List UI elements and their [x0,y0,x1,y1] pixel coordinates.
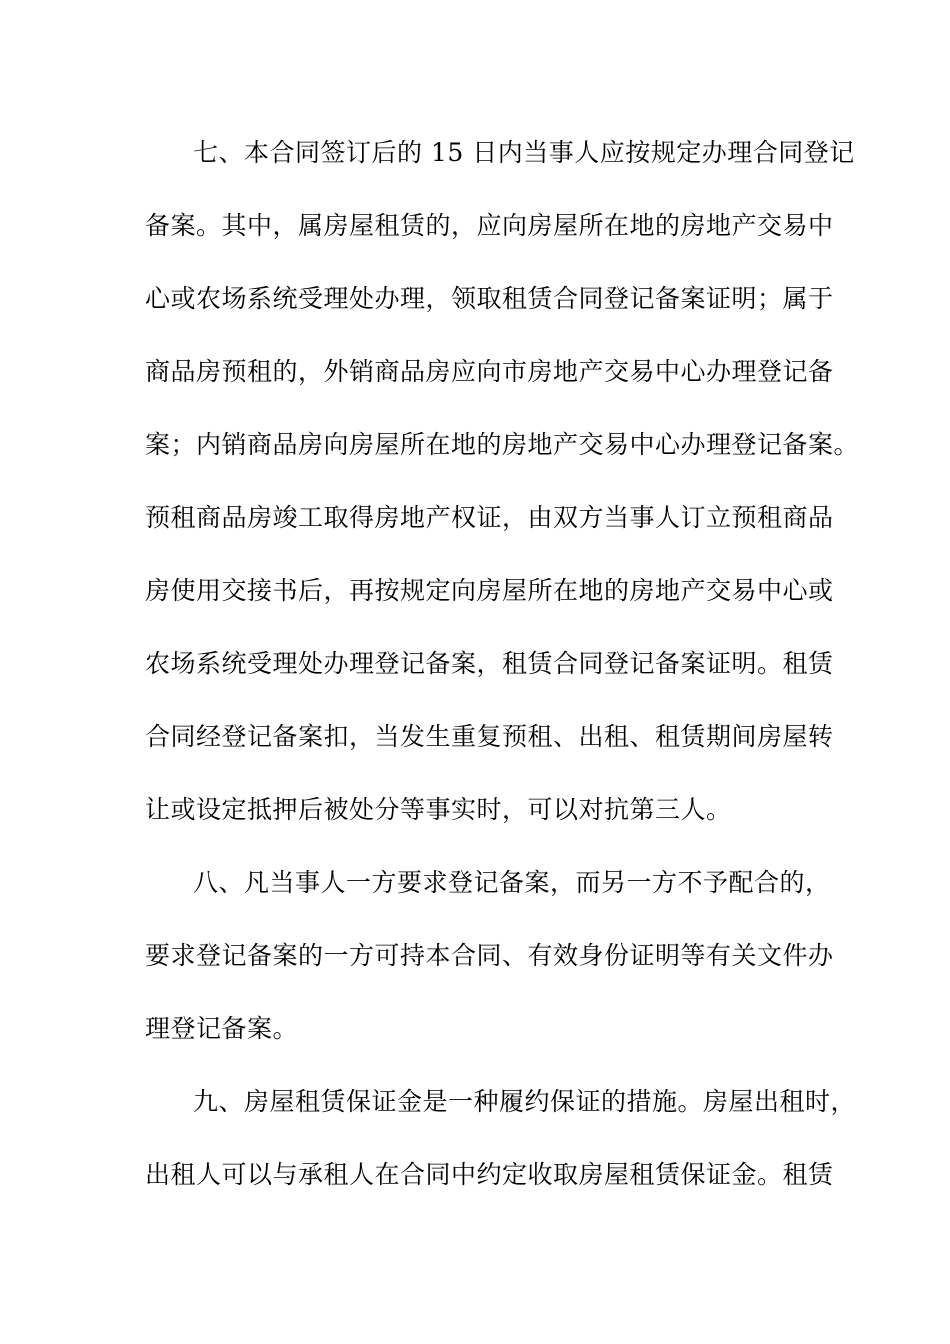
clause-8-line-3: 理登记备案。 [145,1014,299,1043]
clause-7-line-9: 合同经登记备案扣，当发生重复预租、出租、租赁期间房屋转 [145,722,834,751]
clause-8-line-2: 要求登记备案的一方可持本合同、有效身份证明等有关文件办 [145,941,834,970]
clause-7-line-5: 案；内销商品房向房屋所在地的房地产交易中心办理登记备案。 [145,430,860,459]
clause-7-line-1: 七、本合同签订后的 15 日内当事人应按规定办理合同登记 [193,138,855,167]
clause-9-line-1: 九、房屋租赁保证金是一种履约保证的措施。房屋出租时， [193,1087,857,1116]
clause-7-line-3: 心或农场系统受理处办理，领取租赁合同登记备案证明；属于 [145,284,834,313]
clause-7-line-2: 备案。其中，属房屋租赁的，应向房屋所在地的房地产交易中 [145,211,834,240]
clause-7-line-8: 农场系统受理处办理登记备案，租赁合同登记备案证明。租赁 [145,649,834,678]
clause-7-line-4: 商品房预租的，外销商品房应向市房地产交易中心办理登记备 [145,357,834,386]
clause-8-line-1: 八、凡当事人一方要求登记备案，而另一方不予配合的， [193,868,831,897]
clause-7-line-6: 预租商品房竣工取得房地产权证，由双方当事人订立预租商品 [145,503,834,532]
clause-9-line-2: 出租人可以与承租人在合同中约定收取房屋租赁保证金。租赁 [145,1160,834,1189]
clause-7-line-7: 房使用交接书后，再按规定向房屋所在地的房地产交易中心或 [145,576,834,605]
clause-7-line-10: 让或设定抵押后被处分等事实时，可以对抗第三人。 [145,795,732,824]
